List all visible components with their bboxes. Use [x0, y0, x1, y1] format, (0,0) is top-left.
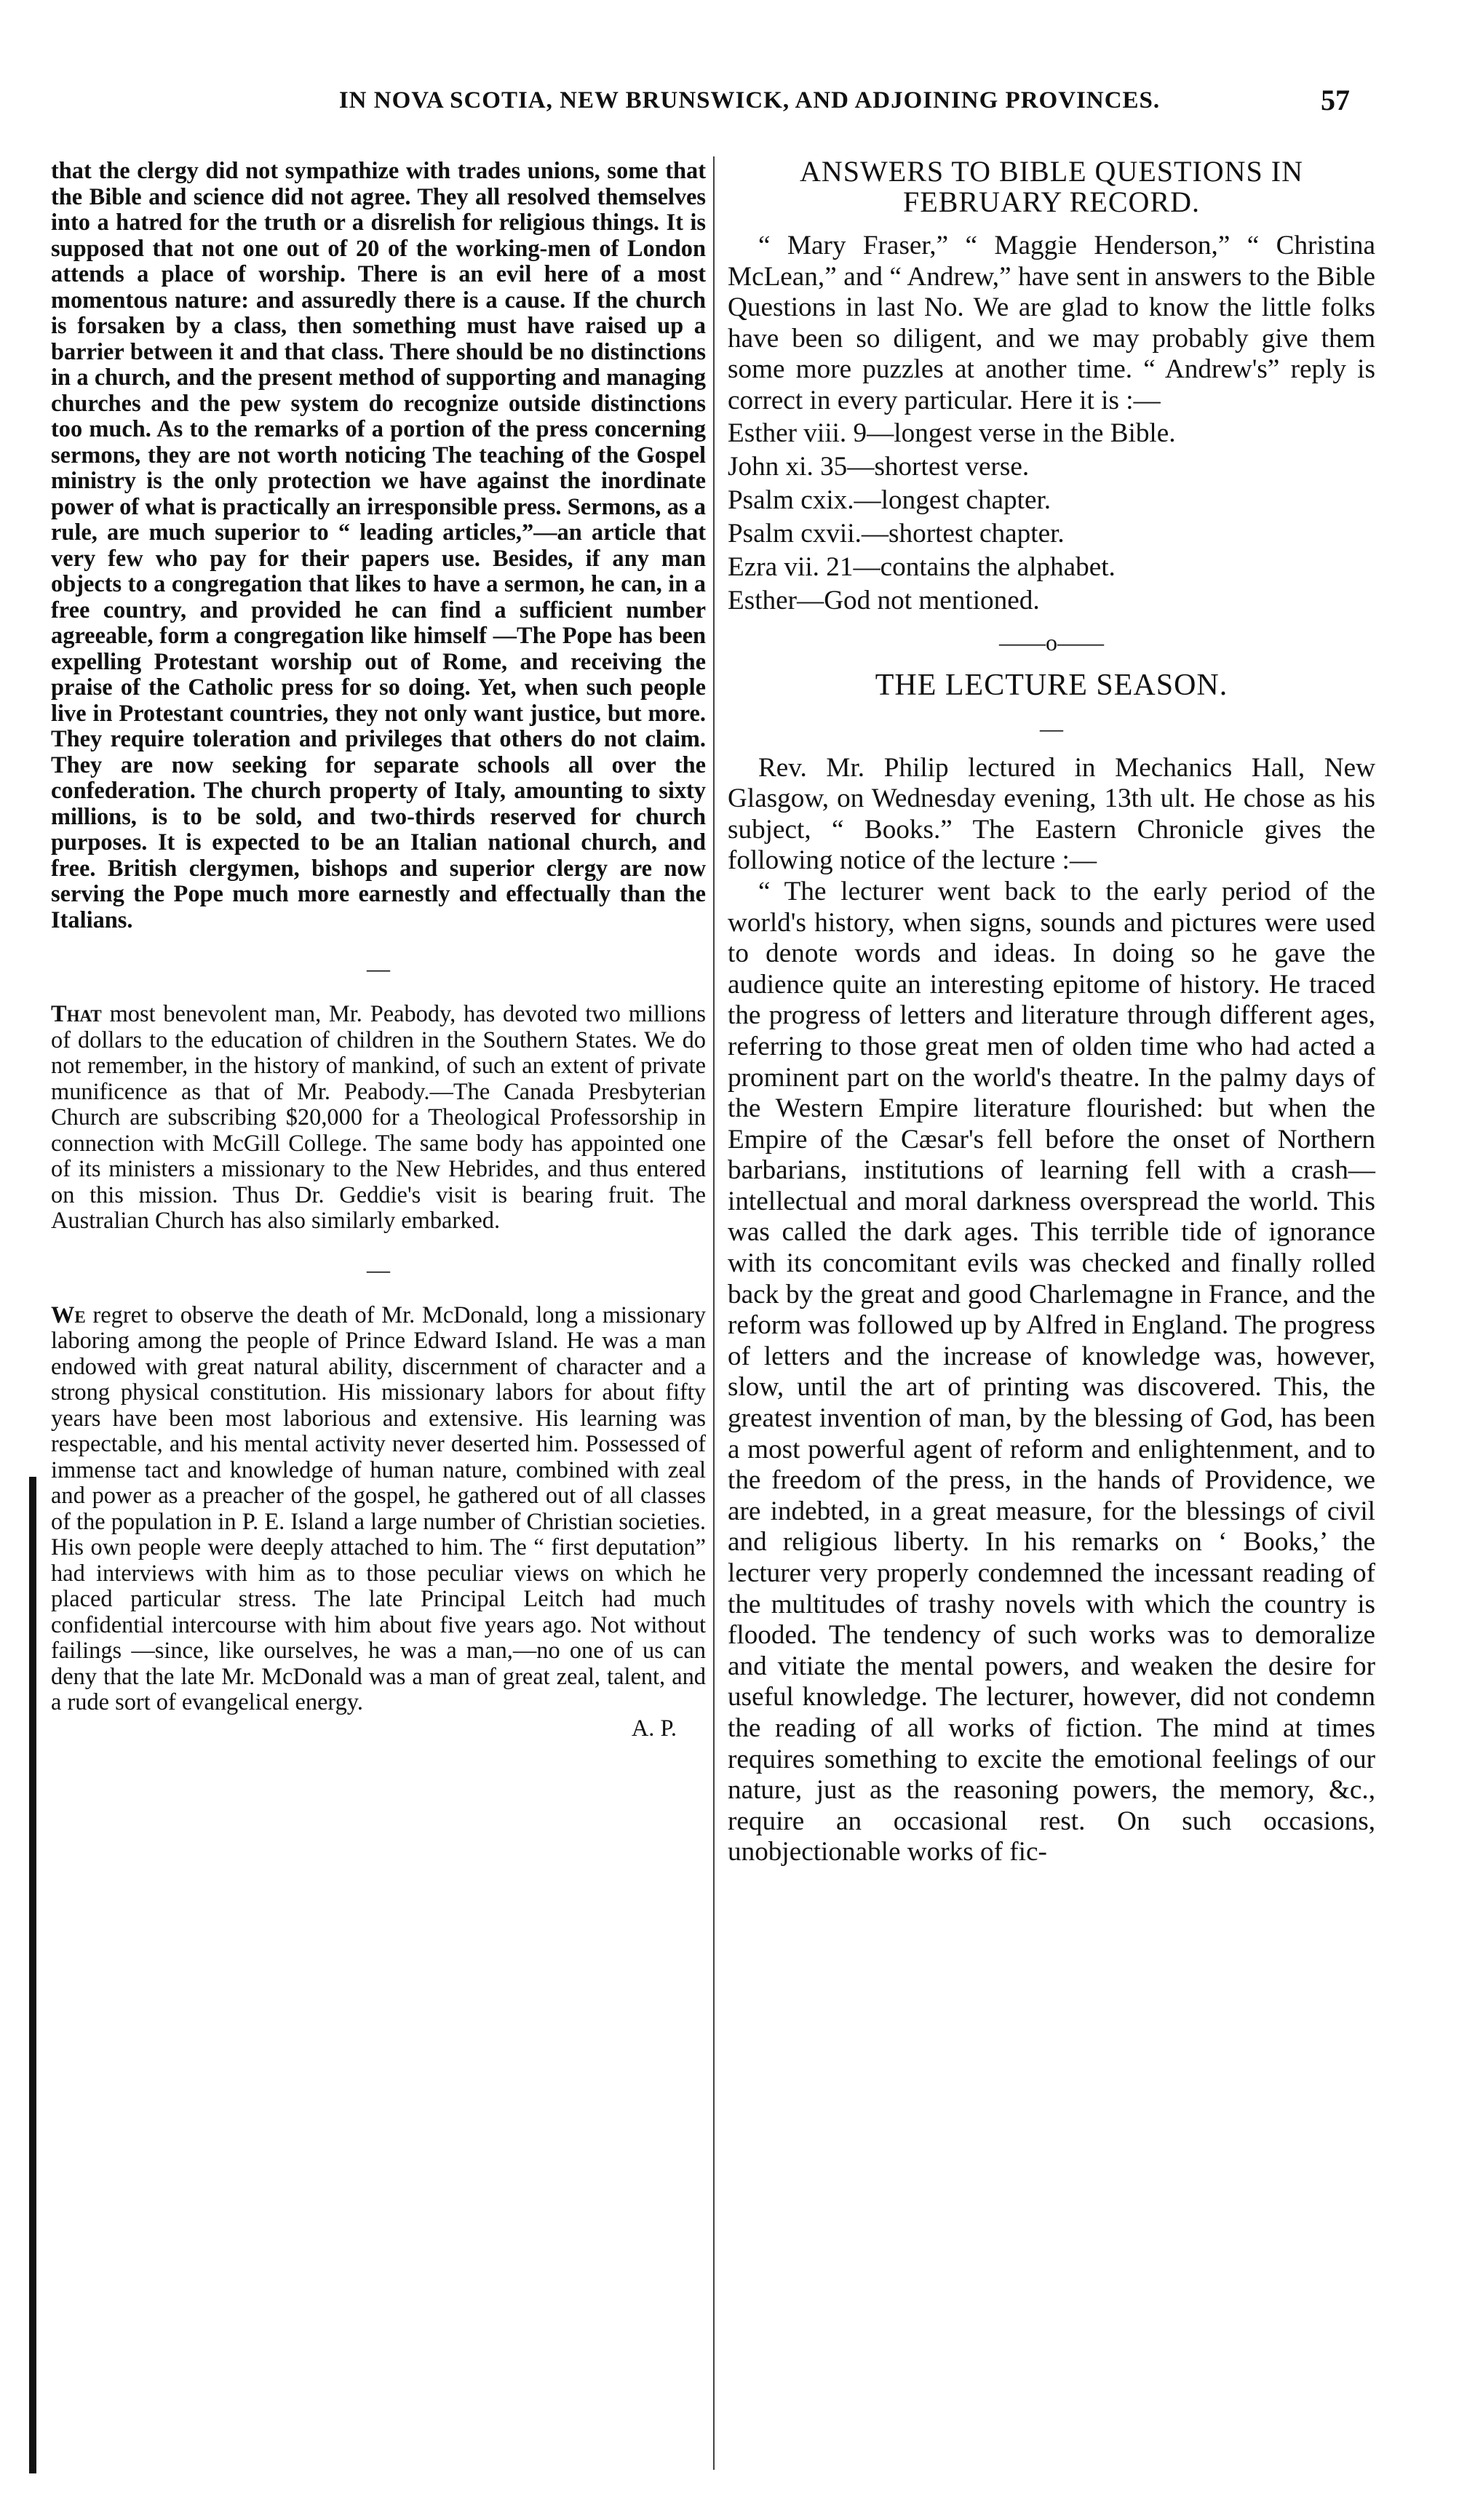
signature-line — [51, 1716, 706, 1742]
list-item: Psalm cxix.—longest chapter. — [728, 485, 1051, 515]
list-item: Psalm cxvii.—shortest chapter. — [728, 518, 1065, 549]
right-column — [728, 156, 1375, 1868]
article-clergy-paragraph: that the clergy did not sympathize with trades unions, some that the Bible and science did not agree. They all resolved themselves into a hatred for the truth or a disrelish for religious things. It is supposed that not one out of 20 of the working-men of London attends a place of worship. There is an evil here of a most momentous nature: and assuredly there is a cause. If the church is forsaken by a class, then something must have raised up a barrier between it and that class. There should be no distinctions in a church, and the present method of supporting and managing churches and the pew system do recognize outside distinctions too much. As to the remarks of a portion of the press concerning sermons, they are not worth noticing The teaching of the Gospel ministry is the only protection we have against the inordinate power of what is practically an irresponsible press. Sermons, as a rule, are much superior to “ leading articles,”—an article that very few who pay for their papers use. Besides, if any man objects to a congregation that likes to have a sermon, he can, in a free country, and provided he can find a sufficient number agreeable, form a congregation like himself —The Pope has been expelling Protestant worship out of Rome, and receiving the praise of the Catholic press for so doing. Yet, when such people live in Protestant countries, they not only want justice, but more. They require toleration and privileges that others do not claim. They are now seeking for separate schools all over the confederation. The church property of Italy, amounting to sixty millions, is to be sold, and two-thirds reserved for church purposes. It is expected to be an Italian national church, and free. British clergymen, bishops and superior clergy are now serving the Pope much more earnestly and effectually than the Italians. — [51, 158, 706, 933]
section-dash: — — [367, 955, 390, 981]
column-rule — [713, 156, 715, 2470]
article-peabody-paragraph — [51, 1002, 706, 1235]
lecture-title: THE LECTURE SEASON. — [875, 668, 1228, 702]
lecture-body: “ The lecturer went back to the early period of the world's history, when signs, sounds and pictures were used to denote words and ideas. In doing so he gave the audience quite an interesting epitome of history. He traced the progress of letters and literature through different ages, referring to those great men of olden time who had acted a prominent part on the world's theatre. In the palmy days of the Western Empire literature flourished: but when the Empire of the Cæsar's fell before the onset of Northern barbarians, institutions of learning fell with a crash—intellectual and moral darkness overspread the world. This was called the dark ages. This terrible tide of ignorance with its concomitant evils was checked and finally rolled back by the great and good Charlemagne in France, and the reform was followed up by Alfred in England. The progress of letters and the increase of knowledge was, however, slow, until the art of printing was discovered. This, the greatest invention of man, by the blessing of God, has been a most powerful agent of reform and enlightenment, and to the freedom of the press, in the hands of Providence, we are indebted, in a great measure, for the blessings of civil and religious liberty. In his remarks on ‘ Books,’ the lecturer very properly condemned the incessant reading of the multitudes of trashy novels with which the country is flooded. The tendency of such works was to demoralize and vitiate the mental powers, and weaken the desire for useful knowledge. The lecturer, however, did not condemn the reading of all works of fiction. The mind at times requires something to excite the emotional feelings of our nature, just as the reasoning powers, the memory, &c., require an occasional rest. On such occasions, unobjectionable works of fic- — [728, 876, 1375, 1867]
page-number: 57 — [1321, 84, 1350, 116]
answers-title: ANSWERS TO BIBLE QUESTIONS IN FEBRUARY RECORD. — [800, 155, 1303, 218]
section-separator: ——o—— — [999, 629, 1104, 655]
list-item: Esther viii. 9—longest verse in the Bible. — [728, 418, 1176, 448]
title-dash: — — [1040, 714, 1063, 741]
lecture-intro: Rev. Mr. Philip lectured in Mechanics Hall, New Glasgow, on Wednesday evening, 13th ult. He chose as his subject, “ Books.” The Eastern Chronicle gives the following notice of the lecture :— — [728, 752, 1375, 876]
list-item: Ezra vii. 21—contains the alphabet. — [728, 551, 1116, 582]
list-item: John xi. 35—shortest verse. — [728, 451, 1030, 482]
section-dash: — — [367, 1256, 390, 1283]
article-mcdonald-lead: We — [51, 1301, 86, 1328]
running-head: IN NOVA SCOTIA, NEW BRUNSWICK, AND ADJOINING PROVINCES. — [338, 87, 1161, 113]
article-mcdonald-text: regret to observe the death of Mr. McDonald, long a missionary laboring among the people of Prince Edward Island. He was a man endowed with great natural ability, discernment of character and a strong physical constitution. His missionary labors for about fifty years have been most laborious and extensive. His learning was respectable, and his mental activity never deserted him. Possessed of immense tact and knowledge of human nature, combined with zeal and power as a preacher of the gospel, he gathered out of all classes of the population in P. E. Island a large number of Christian societies. His own people were deeply attached to him. The “ first deputation” had interviews with him as to those peculiar views on which he placed particular stress. The late Principal Leitch had much confidential intercourse with him about five years ago. Not without failings —since, like ourselves, he was a man,—no one of us can deny that the late Mr. McDonald was a man of great zeal, talent, and a rude sort of evangelical energy. — [51, 1301, 706, 1715]
article-peabody-text: most benevolent man, Mr. Peabody, has devoted two millions of dollars to the education of children in the Southern States. We do not remember, in the history of mankind, of such an extent of private munificence as that of Mr. Peabody.—The Canada Presbyterian Church are subscribing $20,000 for a Theological Professorship in connection with McGill College. The same body has appointed one of its ministers a missionary to the New Hebrides, and thus entered on this mission. Thus Dr. Geddie's visit is bearing fruit. The Australian Church has also similarly embarked. — [51, 1001, 706, 1234]
bible-answers-list — [728, 417, 1375, 618]
signature-initials: A. P. — [631, 1715, 677, 1742]
margin-bar — [29, 1477, 36, 2473]
left-column — [51, 159, 706, 1742]
answers-intro: “ Mary Fraser,” “ Maggie Henderson,” “ Christina McLean,” and “ Andrew,” have sent in answers to the Bible Questions in last No. We are glad to know the little folks have been so diligent, and we may probably give them some more puzzles at another time. “ Andrew's” reply is correct in every particular. Here it is :— — [728, 231, 1375, 415]
article-mcdonald-paragraph — [51, 1303, 706, 1716]
list-item: Esther—God not mentioned. — [728, 585, 1040, 615]
article-peabody-lead: That — [51, 1001, 102, 1027]
